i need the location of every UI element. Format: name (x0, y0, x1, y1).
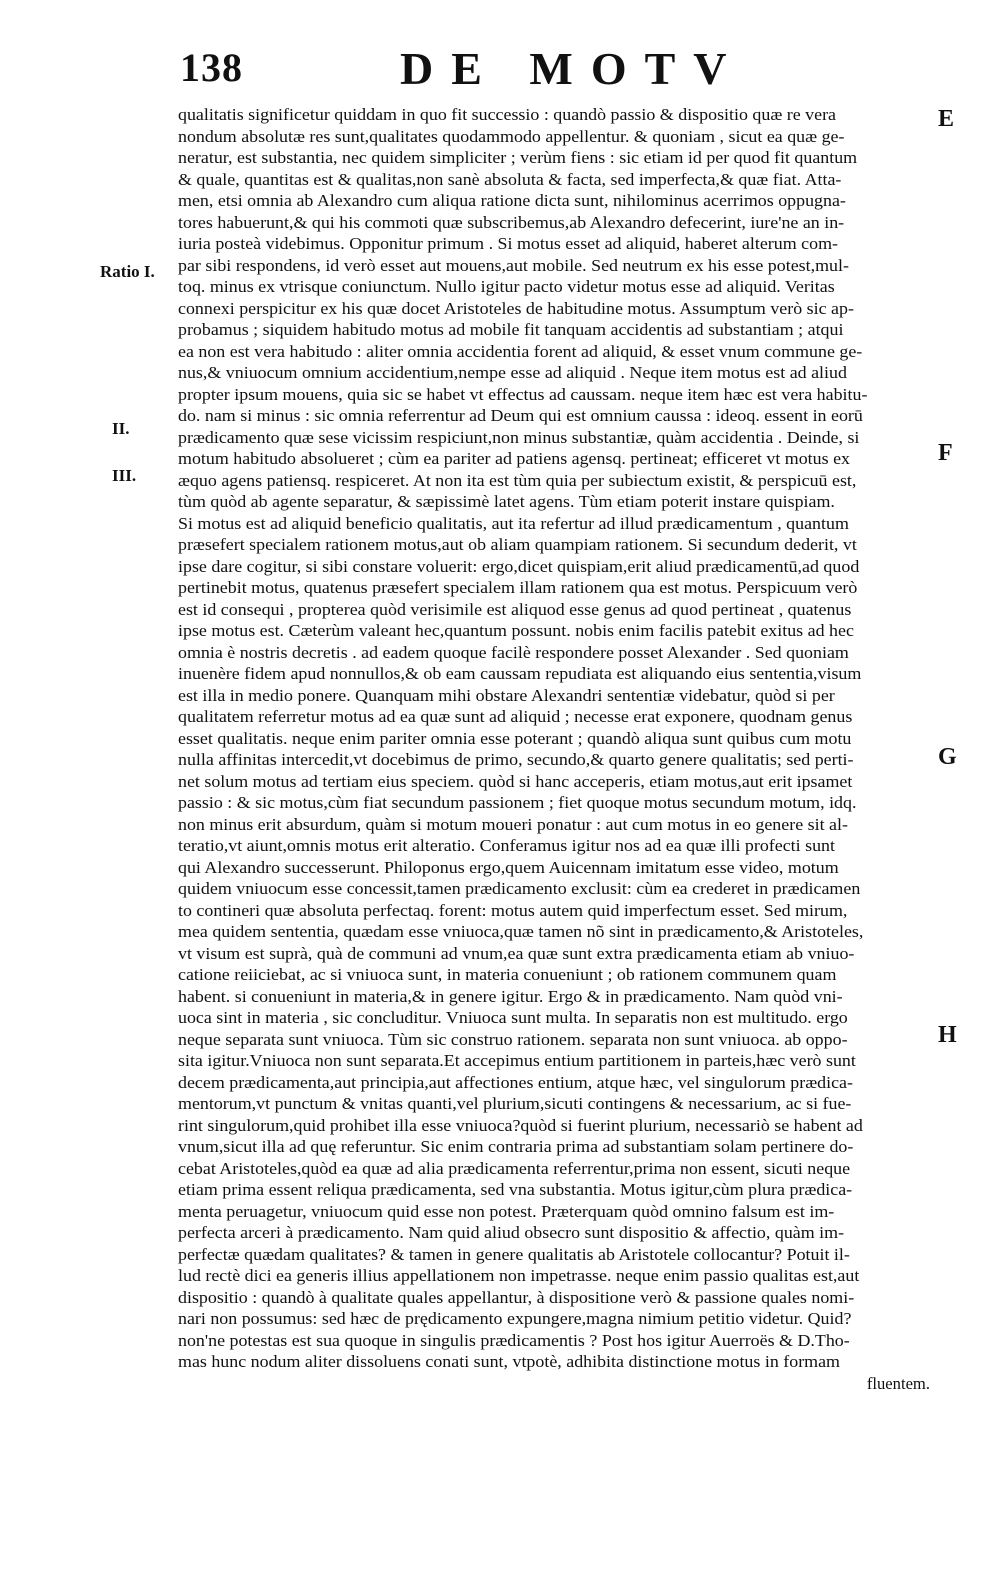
text-line: vnum,sicut illa ad quę referuntur. Sic enim contraria prima ad substantiam solam pertinere do- (178, 1137, 854, 1156)
text-line: qualitatis significetur quiddam in quo fit successio : quandò passio & dispositio quæ re vera (178, 105, 837, 124)
text-line: non minus erit absurdum, quàm si motum moueri ponatur : aut cum motus in eo genere sit al- (178, 814, 848, 834)
text-line: esset qualitatis. neque enim pariter omnia esse poterant ; quandò aliqua sunt quibus cum motu (178, 728, 852, 748)
text-line: qui Alexandro successerunt. Philoponus ergo,quem Auicennam imitatum esse video, motum (178, 857, 839, 877)
text-line: propter ipsum mouens, quia sic se habet vt effectus ad caussam. neque item hæc est vera habitu- (178, 384, 868, 404)
text-line: iuria posteà videbimus. Opponitur primum . Si motus esset ad aliquid, haberet alterum com- (178, 234, 838, 253)
text-line: nus,& vniuocum omnium accidentium,nempe esse ad aliquid . Neque item motus est ad aliud (178, 363, 847, 382)
text-line: neque separata sunt vniuoca. Tùm sic construo rationem. separata non sunt vniuoca. ab oppo- (178, 1029, 848, 1049)
text-line: ea non est vera habitudo : aliter omnia accidentia forent ad aliquid, & esset vnum commune ge- (178, 341, 863, 361)
text-line: catione reiiciebat, ac si vniuoca sunt, in materia conueniunt ; ob rationem communem quam (178, 965, 837, 984)
text-line: uoca sint in materia , sic concluditur. Vniuoca sunt multa. In separatis non est multitudo. ergo (178, 1008, 848, 1027)
text-line: non'ne potestas est sua quoque in singulis prædicamentis ? Post hos igitur Auerroës & D.Tho- (178, 1330, 850, 1350)
text-line: sita igitur.Vniuoca non sunt separata.Et accepimus entium partitionem in parteis,hæc verò sunt (178, 1051, 856, 1070)
section-letter-e: E (938, 106, 955, 132)
text-line: net solum motus ad tertiam eius speciem. quòd si hanc acceperis, etiam motus,aut erit ipsamet (178, 771, 853, 791)
text-line: do. nam si minus : sic omnia referrentur ad Deum qui est omnium caussa : ideoq. essent in eorū (178, 406, 863, 425)
text-line: inuenère fidem apud nonnullos,& ob eam caussam repudiata est aliquando eius sententia,visum (178, 664, 862, 683)
text-line: mea quidem sententia, quædam esse vniuoca,quæ tamen nõ sint in prædicamento,& Aristoteles, (178, 922, 864, 941)
text-line: mas hunc nodum aliter dissoluens conati sunt, vtpotè, adhibita distinctione motus in formam (178, 1352, 841, 1371)
text-line: motum habitudo absolueret ; cùm ea pariter ad patiens agensq. pertineat; efficeret vt motus ex (178, 449, 850, 468)
catchword: fluentem. (866, 1373, 930, 1393)
text-line: prædicamento quæ sese vicissim respiciunt,non minus substantiæ, quàm accidentia . Deinde, si (178, 427, 860, 447)
section-letter-f: F (938, 440, 953, 466)
text-line: præsefert specialem rationem motus,aut ob aliam quampiam rationem. Si secundum dederit, vt (178, 535, 857, 554)
text-line: to contineri quæ absoluta perfectaq. forent: motus autem quid imperfectum esset. Sed mirum, (178, 900, 848, 920)
text-line: est id consequi , propterea quòd verisimile est aliquod esse genus ad quod pertineat , quatenus (178, 599, 852, 619)
text-line: perfecta arceri à prædicamento. Nam quid aliud obsecro sunt dispositio & affectio, quàm im- (178, 1223, 845, 1242)
text-line: lud rectè dici ea generis illius appellationem non impetrasse. neque enim passio qualitas est,aut (178, 1266, 860, 1285)
text-line: tùm quòd ab agente separatur, & sæpissimè latet agens. Tùm etiam poterit instare quispiam. (178, 492, 835, 511)
text-line: habent. si conueniunt in materia,& in genere igitur. Ergo & in prædicamento. Nam quòd vni- (178, 986, 843, 1006)
text-line: tores habuerunt,& qui his commoti quæ subscribemus,ab Alexandro defecerint, iure'ne an in- (178, 212, 845, 232)
margin-note-ratio-2: II. (112, 419, 130, 438)
text-line: & quale, quantitas est & qualitas,non sanè absoluta & facta, sed imperfecta,& quæ fiat. Atta- (178, 169, 842, 189)
text-line: connexi perspicitur ex his quæ docet Aristoteles de habitudine motus. Assumptum verò sic ap- (178, 298, 854, 318)
text-line: toq. minus ex vtrisque coniunctum. Nullo igitur pacto videtur motus esse ad aliquid. Veritas (178, 277, 835, 296)
text-line: dispositio : quandò à qualitate quales appellantur, à dispositione verò & passione quales nomi- (178, 1287, 855, 1307)
text-line: menta peruagetur, vniuocum quid esse non potest. Præterquam quòd omnino falsum est im- (178, 1201, 835, 1221)
text-line: ipse dare cogitur, si sibi constare voluerit: ergo,dicet quispiam,erit aliud prædicamentū,ad quod (178, 556, 860, 576)
text-line: neratur, est substantia, nec quidem simpliciter ; verùm fiens : sic etiam id per quod fit quantum (178, 148, 858, 167)
margin-note-ratio-1: Ratio I. (100, 262, 155, 281)
margin-note-ratio-3: III. (112, 466, 137, 485)
body-text (178, 104, 930, 1394)
text-line: quidem vniuocum esse concessit,tamen prædicamento exclusit: cùm ea crederet in prædicamen (178, 879, 861, 898)
text-line: est illa in medio ponere. Quanquam mihi obstare Alexandri sententiæ videbatur, quòd si per (178, 685, 835, 705)
section-letter-h: H (938, 1022, 957, 1048)
text-line: probamus ; siquidem habitudo motus ad mobile fit tanquam accidentis ad substantiam ; atqui (178, 320, 844, 339)
text-line: rint singulorum,quid prohibet illa esse vniuoca?quòd si fuerint plurium, necessariò se habent ad (178, 1115, 863, 1135)
text-line: mentorum,vt punctum & vnitas quanti,vel plurium,sicuti contingens & necessarium, ac si fue- (178, 1094, 852, 1113)
text-line: nulla affinitas intercedit,vt docebimus de primo, secundo,& quarto genere qualitatis; sed perti- (178, 750, 854, 769)
text-line: vt visum est suprà, quà de communi ad vnum,ea quæ sunt extra prædicamenta etiam ab vniuo- (178, 943, 855, 963)
page-number: 138 (180, 45, 243, 90)
text-line: nondum absolutæ res sunt,qualitates quodammodo appellentur. & quoniam , sicut ea quæ ge- (178, 126, 845, 146)
text-line: cebat Aristoteles,quòd ea quæ ad alia prædicamenta referrentur,prima non essent, sicuti neque (178, 1158, 851, 1178)
text-line: qualitatem referretur motus ad ea quæ sunt ad aliquid ; necesse erat exponere, quodnam genus (178, 707, 853, 726)
text-line: decem prædicamenta,aut principia,aut affectiones entium, atque hæc, vel singulorum prædica- (178, 1072, 853, 1092)
text-line: nari non possumus: sed hæc de prędicamento expungere,magna nimium petitio videtur. Quid? (178, 1309, 852, 1328)
text-line: par sibi respondens, id verò esset aut mouens,aut mobile. Sed neutrum ex his esse potest,mul- (178, 255, 849, 275)
text-line: omnia è nostris decretis . ad eadem quoque facilè respondere posset Alexander . Sed quoniam (178, 642, 849, 662)
section-letter-g: G (938, 744, 957, 770)
running-head: DE MOTV (400, 43, 745, 94)
text-line: etiam prima essent reliqua prædicamenta, sed vna substantia. Motus igitur,cùm plura prædica- (178, 1180, 853, 1199)
text-line: æquo agens patiensq. respiceret. At non ita est tùm quia per subiectum existit, & perspicuū est, (178, 470, 857, 490)
text-line: men, etsi omnia ab Alexandro cum aliqua ratione dicta sunt, nihilominus acerrimos oppugna- (178, 191, 846, 210)
text-line: perfectæ quædam qualitates? & tamen in genere qualitatis ab Aristotele collocantur? Potuit il- (178, 1244, 850, 1264)
text-line: ipse motus est. Cæterùm valeant hec,quantum possunt. nobis enim facilis patebit exitus ad hec (178, 621, 854, 640)
text-line: passio : & sic motus,cùm fiat secundum passionem ; fiet quoque motus secundum motum, idq. (178, 793, 857, 812)
text-line: teratio,vt aiunt,omnis motus erit alteratio. Conferamus igitur nos ad ea quæ illi profecti sunt (178, 836, 835, 855)
text-line: pertinebit motus, quatenus præsefert specialem illam rationem qua est motus. Perspicuum verò (178, 578, 858, 597)
text-line: Si motus est ad aliquid beneficio qualitatis, aut ita refertur ad illud prædicamentum , quantum (178, 513, 849, 533)
